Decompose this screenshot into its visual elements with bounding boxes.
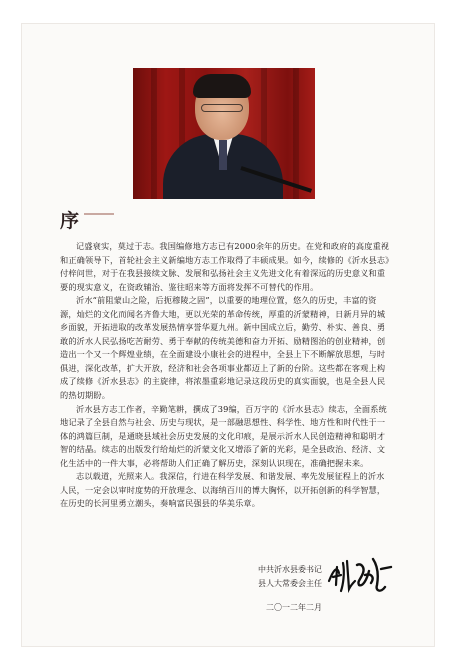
document-date: 二〇一二年二月 [266,603,322,612]
paragraph-4: 志以载道，光照来人。我深信，行进在科学发展、和谐发展、率先发展征程上的沂水人民，一定会以审时度势的开放理念、以海纳百川的博大胸怀，以开拓创新的科学智慧，在历史的长河里勇立潮头，奏响富民强县的华美乐章。 [60,471,386,509]
section-title: 序 [60,210,80,232]
signatory-title-1: 中共沂水县委书记 [258,565,322,574]
signatory-title-2: 县人大常委会主任 [258,579,322,588]
signatory-titles [258,563,322,591]
paragraph-3: 沂水县方志工作者，辛勤笔耕，撰成了39编，百万字的《沂水县志》续志，全面系统地记录了全县自然与社会、历史与现状，是一部融思想性、科学性、地方性和时代性于一体的鸿篇巨制，是通晓县域社会历史发展的文化印痕，是展示沂水人民创造精神和聪明才智的结晶。续志的出版发行给灿烂的沂蒙文化又增添了新的光彩，是全县政治、经济、文化生活中的一件大事，必将帮助人们正确了解历史，深刻认识现在，准确把握未来。 [60,403,387,468]
handwritten-signature [325,551,395,597]
title-rule [84,213,114,215]
paragraph-1: 记盛衰实，莫过于志。我国编修地方志已有2000余年的历史。在党和政府的高度重视和正确领导下，首轮社会主义新编地方志工作取得了丰硕成果。如今，续修的《沂水县志》付梓问世，对于在我县接续文脉、发展和弘扬社会主义先进文化有着深远的历史意义和重要的现实意义，在资政辅治、鉴往昭来等方面将发挥不可替代的作用。 [60,241,390,292]
preface-body [60,240,390,511]
portrait-photo [133,68,315,199]
paragraph-2: 沂水“前阻蒙山之险，后扼穆陵之固”，以重要的地理位置，悠久的历史，丰富的资源，灿烂的文化而闻名齐鲁大地，更以光荣的革命传统，厚重的沂蒙精神，日新月异的城乡面貌，开拓进取的改革发展热情享誉华夏九州。新中国成立后，勤劳、朴实、善良、勇敢的沂水人民弘扬吃苦耐劳、勇于奉献的传统美德和奋力开拓、励精图治的创业精神，创造出一个又一个辉煌业绩，在全面建设小康社会的进程中，全县上下不断解放思想，与时俱进，深化改革，扩大开放，经济和社会各项事业都迈上了新的台阶。这些都在客观上构成了续修《沂水县志》的主旋律，将浓墨重彩地记录这段历史的真实面貌，也是全县人民的热切期盼。 [60,295,386,401]
